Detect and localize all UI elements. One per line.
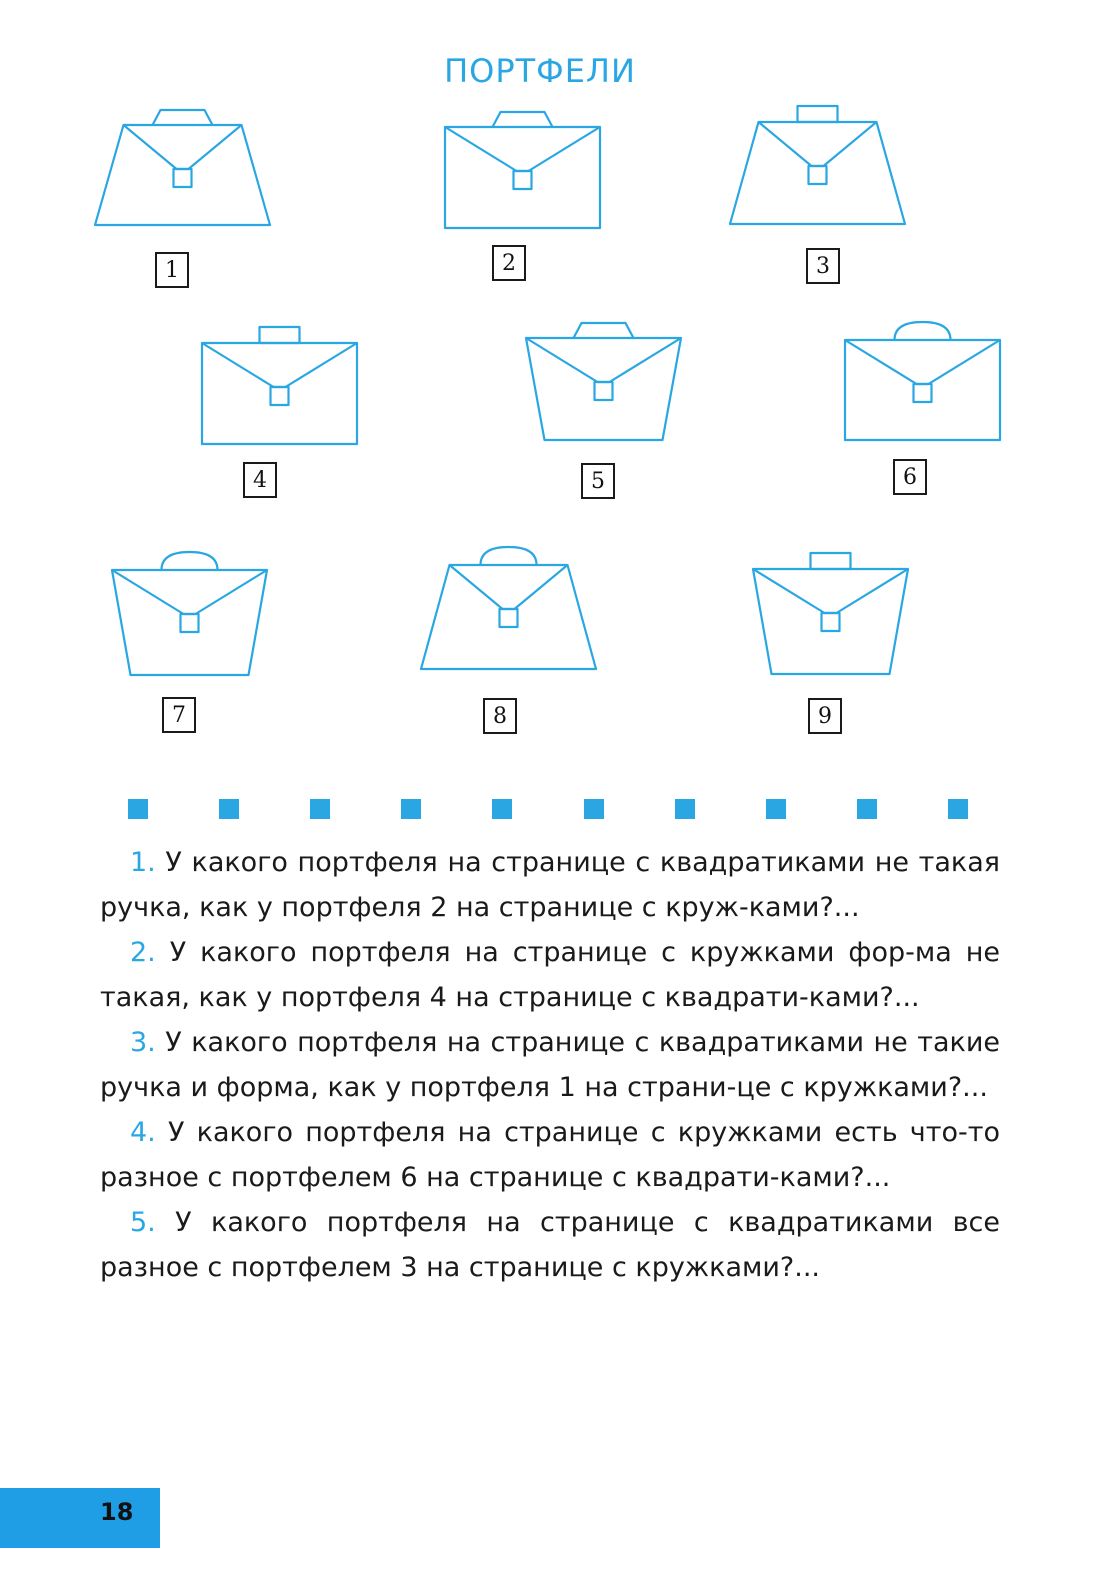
- divider-square: [675, 799, 695, 819]
- question-number: 5.: [130, 1207, 156, 1238]
- briefcase-handle: [574, 323, 634, 338]
- briefcase-flap: [759, 122, 877, 166]
- question-item: [100, 1020, 1000, 1110]
- briefcase-1: [95, 110, 270, 225]
- question-number: 2.: [130, 937, 156, 968]
- divider-square: [219, 799, 239, 819]
- question-text: У какого портфеля на странице с кружками есть что-то разное с портфелем 6 на странице с квадрати-ками?...: [100, 1117, 1000, 1193]
- divider-square: [948, 799, 968, 819]
- briefcase-body: [95, 125, 270, 225]
- briefcase-clasp: [514, 171, 532, 189]
- briefcase-body: [421, 565, 596, 669]
- briefcase-flap: [450, 565, 568, 609]
- briefcase-flap: [112, 570, 267, 614]
- briefcase-clasp: [174, 169, 192, 187]
- briefcase-flap: [845, 340, 1000, 384]
- briefcase-clasp: [500, 609, 518, 627]
- bag-number-box: 8: [483, 698, 517, 734]
- bag-number-box: 2: [492, 245, 526, 281]
- briefcase-2: [445, 112, 600, 228]
- briefcase-4: [202, 327, 357, 444]
- question-text: У какого портфеля на странице с квадратиками все разное с портфелем 3 на странице с кружками?...: [100, 1207, 1001, 1283]
- briefcase-8: [421, 547, 596, 669]
- bag-number-box: 3: [806, 248, 840, 284]
- bag-number-box: 7: [162, 697, 196, 733]
- briefcase-clasp: [181, 614, 199, 632]
- bag-number-box: 1: [155, 252, 189, 288]
- divider-square: [401, 799, 421, 819]
- briefcase-9: [753, 553, 908, 674]
- briefcase-flap: [124, 125, 242, 169]
- briefcase-flap: [445, 127, 600, 171]
- page-title: ПОРТФЕЛИ: [444, 52, 636, 90]
- question-number: 1.: [130, 847, 156, 878]
- briefcase-flap: [526, 338, 681, 382]
- briefcase-handle: [811, 553, 851, 569]
- question-number: 4.: [130, 1117, 156, 1148]
- bag-number-box: 6: [893, 459, 927, 495]
- briefcase-flap: [753, 569, 908, 613]
- questions-list: [100, 840, 1000, 1290]
- divider-square: [857, 799, 877, 819]
- briefcase-body: [730, 122, 905, 224]
- briefcase-body: [753, 569, 908, 674]
- divider-square: [492, 799, 512, 819]
- divider-squares: [128, 799, 968, 819]
- bag-number-box: 5: [581, 463, 615, 499]
- question-item: [100, 930, 1000, 1020]
- question-item: [100, 840, 1000, 930]
- briefcase-clasp: [914, 384, 932, 402]
- question-item: [100, 1200, 1000, 1290]
- briefcase-figures: [0, 0, 1120, 780]
- briefcase-handle: [895, 322, 951, 340]
- bag-number-box: 9: [808, 698, 842, 734]
- divider-square: [128, 799, 148, 819]
- page-number-bar: [0, 1488, 160, 1548]
- bag-number-box: 4: [243, 462, 277, 498]
- question-text: У какого портфеля на странице с квадратиками не такая ручка, как у портфеля 2 на странице с круж-ками?...: [100, 847, 1000, 923]
- briefcase-clasp: [822, 613, 840, 631]
- page-number: 18: [100, 1498, 134, 1526]
- question-number: 3.: [130, 1027, 156, 1058]
- divider-square: [310, 799, 330, 819]
- briefcase-clasp: [809, 166, 827, 184]
- briefcase-body: [112, 570, 267, 675]
- briefcase-handle: [260, 327, 300, 343]
- briefcase-clasp: [271, 387, 289, 405]
- briefcase-3: [730, 106, 905, 224]
- briefcase-handle: [481, 547, 537, 565]
- briefcase-7: [112, 552, 267, 675]
- briefcase-handle: [798, 106, 838, 122]
- question-text: У какого портфеля на странице с квадратиками не такие ручка и форма, как у портфеля 1 на страни-це с кружками?...: [100, 1027, 1000, 1103]
- briefcase-handle: [153, 110, 213, 125]
- question-item: [100, 1110, 1000, 1200]
- divider-square: [584, 799, 604, 819]
- briefcase-clasp: [595, 382, 613, 400]
- briefcase-handle: [493, 112, 553, 127]
- briefcase-5: [526, 323, 681, 440]
- divider-square: [766, 799, 786, 819]
- question-text: У какого портфеля на странице с кружками фор-ма не такая, как у портфеля 4 на странице с квадрати-ками?...: [100, 937, 1000, 1013]
- briefcase-handle: [162, 552, 218, 570]
- briefcase-6: [845, 322, 1000, 440]
- briefcase-flap: [202, 343, 357, 387]
